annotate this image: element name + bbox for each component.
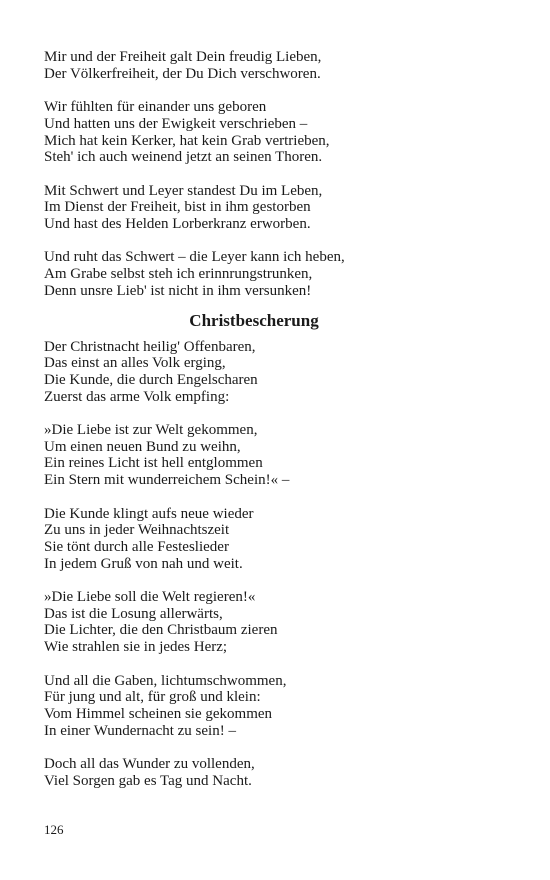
verse-line: Um einen neuen Bund zu weihn, <box>44 438 241 455</box>
verse-line: Der Völkerfreiheit, der Du Dich verschworen. <box>44 65 321 82</box>
stanza <box>44 589 550 656</box>
verse-line: Am Grabe selbst steh ich erinnrungstrunken, <box>44 266 313 283</box>
verse-line: Und ruht das Schwert – die Leyer kann ich heben, <box>44 249 345 266</box>
verse-line: Für jung und alt, für groß und klein: <box>44 689 261 706</box>
verse-line: Die Kunde, die durch Engelscharen <box>44 371 258 388</box>
verse-line: Steh' ich auch weinend jetzt an seinen Thoren. <box>44 149 323 166</box>
verse-line: Der Christnacht heilig' Offenbaren, <box>44 338 256 355</box>
verse-line: Wir fühlten für einander uns geboren <box>44 99 267 116</box>
verse-line: »Die Liebe soll die Welt regieren!« <box>44 589 256 605</box>
verse-line: Viel Sorgen gab es Tag und Nacht. <box>44 772 252 789</box>
verse-line: Vom Himmel scheinen sie gekommen <box>44 705 273 722</box>
stanza <box>44 673 550 740</box>
verse-line: Mich hat kein Kerker, hat kein Grab vertrieben, <box>44 132 330 149</box>
verse-line: Das ist die Losung allerwärts, <box>44 605 223 622</box>
verse-line: Ein Stern mit wunderreichem Schein!« – <box>44 472 290 489</box>
stanza <box>44 49 550 82</box>
verse-line: Die Lichter, die den Christbaum zieren <box>44 622 278 639</box>
verse-line: Zuerst das arme Volk empfing: <box>44 388 230 405</box>
verse-line: Und hast des Helden Lorberkranz erworben. <box>44 216 311 232</box>
verse-line: Und hatten uns der Ewigkeit verschrieben – <box>44 115 308 132</box>
stanza <box>44 339 550 406</box>
verse-line: Die Kunde klingt aufs neue wieder <box>44 505 254 522</box>
verse-line: Das einst an alles Volk erging, <box>44 355 226 372</box>
poem-continued <box>44 49 550 300</box>
verse-line: Ein reines Licht ist hell entglommen <box>44 455 263 472</box>
verse-line: Und all die Gaben, lichtumschwommen, <box>44 672 287 689</box>
verse-line: In jedem Gruß von nah und weit. <box>44 555 243 572</box>
stanza <box>44 183 550 233</box>
verse-line: Denn unsre Lieb' ist nicht in ihm versunken! <box>44 282 312 299</box>
verse-line: In einer Wundernacht zu sein! – <box>44 722 236 739</box>
verse-line: Sie tönt durch alle Festeslieder <box>44 538 229 555</box>
stanza <box>44 249 550 299</box>
stanza <box>44 756 550 789</box>
page-number: 126 <box>44 822 64 837</box>
verse-line: »Die Liebe ist zur Welt gekommen, <box>44 422 258 438</box>
verse-line: Wie strahlen sie in jedes Herz; <box>44 639 228 656</box>
verse-line: Im Dienst der Freiheit, bist in ihm gestorben <box>44 199 311 216</box>
verse-line: Mir und der Freiheit galt Dein freudig Lieben, <box>44 49 322 65</box>
poem-title: Christbescherung <box>189 310 319 330</box>
verse-line: Mit Schwert und Leyer standest Du im Leben, <box>44 182 323 199</box>
stanza <box>44 422 550 489</box>
stanza <box>44 506 550 573</box>
stanza <box>44 99 550 166</box>
poem-christbescherung <box>44 339 550 790</box>
verse-line: Doch all das Wunder zu vollenden, <box>44 756 255 772</box>
verse-line: Zu uns in jeder Weihnachtszeit <box>44 522 230 539</box>
